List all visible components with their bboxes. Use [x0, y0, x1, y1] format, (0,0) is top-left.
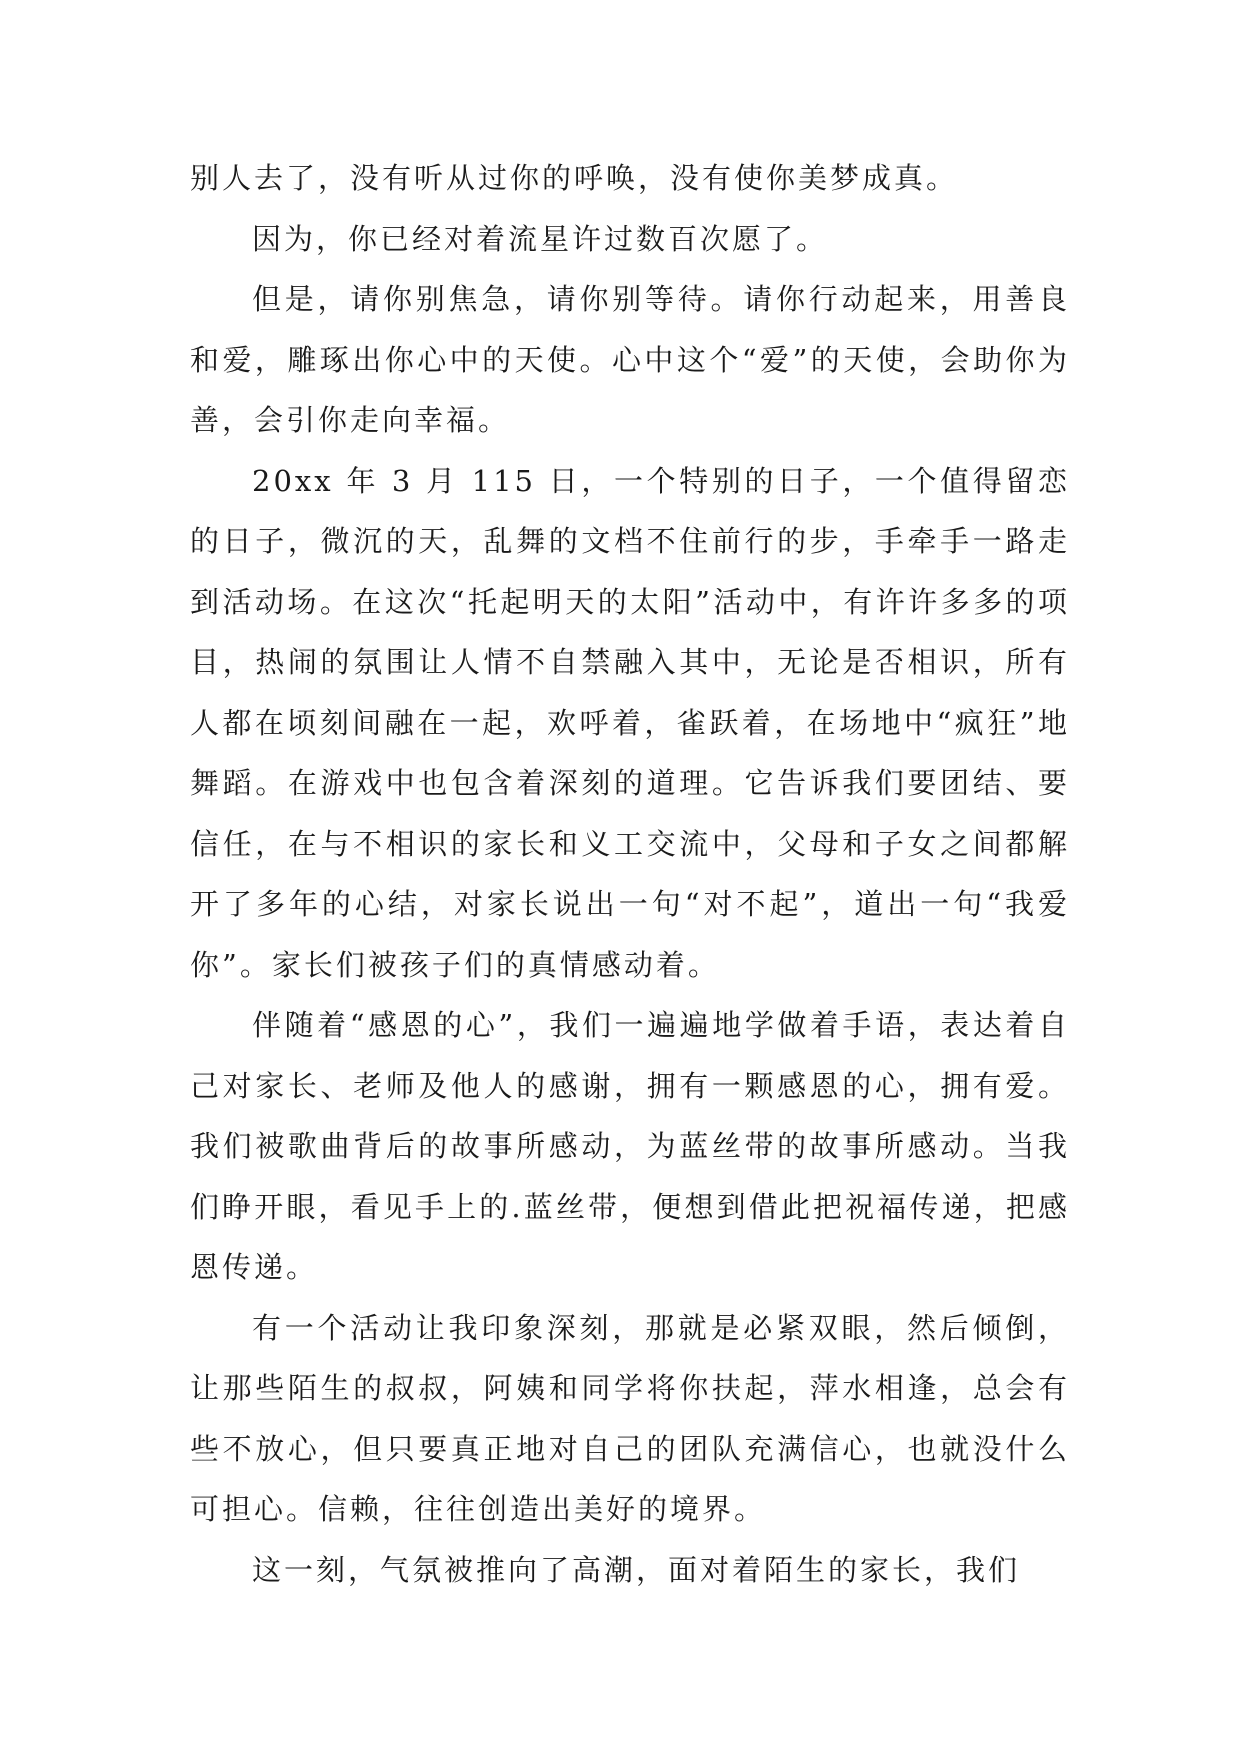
- paragraph-4: 20xx 年 3 月 115 日，一个特别的日子，一个值得留恋的日子，微沉的天，乱舞的文档不住前行的步，手牵手一路走到活动场。在这次“托起明天的太阳”活动中，有许许多多的项目，热闹的氛围让人情不自禁融入其中，无论是否相识，所有人都在顷刻间融在一起，欢呼着，雀跃着，在场地中“疯狂”地舞蹈。在游戏中也包含着深刻的道理。它告诉我们要团结、要信任，在与不相识的家长和义工交流中，父母和子女之间都解开了多年的心结，对家长说出一句“对不起”，道出一句“我爱你”。家长们被孩子们的真情感动着。: [190, 463, 1070, 982]
- paragraph-3: 但是，请你别焦急，请你别等待。请你行动起来，用善良和爱，雕琢出你心中的天使。心中这个“爱”的天使，会助你为善，会引你走向幸福。: [190, 282, 1070, 437]
- paragraph-5: 伴随着“感恩的心”，我们一遍遍地学做着手语，表达着自己对家长、老师及他人的感谢，拥有一颗感恩的心，拥有爱。我们被歌曲背后的故事所感动，为蓝丝带的故事所感动。当我们睁开眼，看见手上的.蓝丝带，便想到借此把祝福传递，把感恩传递。: [190, 1008, 1070, 1284]
- paragraph-7: 这一刻，气氛被推向了高潮，面对着陌生的家长，我们: [252, 1552, 1021, 1587]
- paragraph-1: 别人去了，没有听从过你的呼唤，没有使你美梦成真。: [190, 161, 959, 195]
- paragraph-6: 有一个活动让我印象深刻，那就是必紧双眼，然后倾倒，让那些陌生的叔叔，阿姨和同学将你扶起，萍水相逢，总会有些不放心，但只要真正地对自己的团队充满信心，也就没什么可担心。信赖，往往创造出美好的境界。: [190, 1310, 1070, 1526]
- document-page: [190, 148, 1070, 1600]
- paragraph-2: 因为，你已经对着流星许过数百次愿了。: [252, 221, 829, 256]
